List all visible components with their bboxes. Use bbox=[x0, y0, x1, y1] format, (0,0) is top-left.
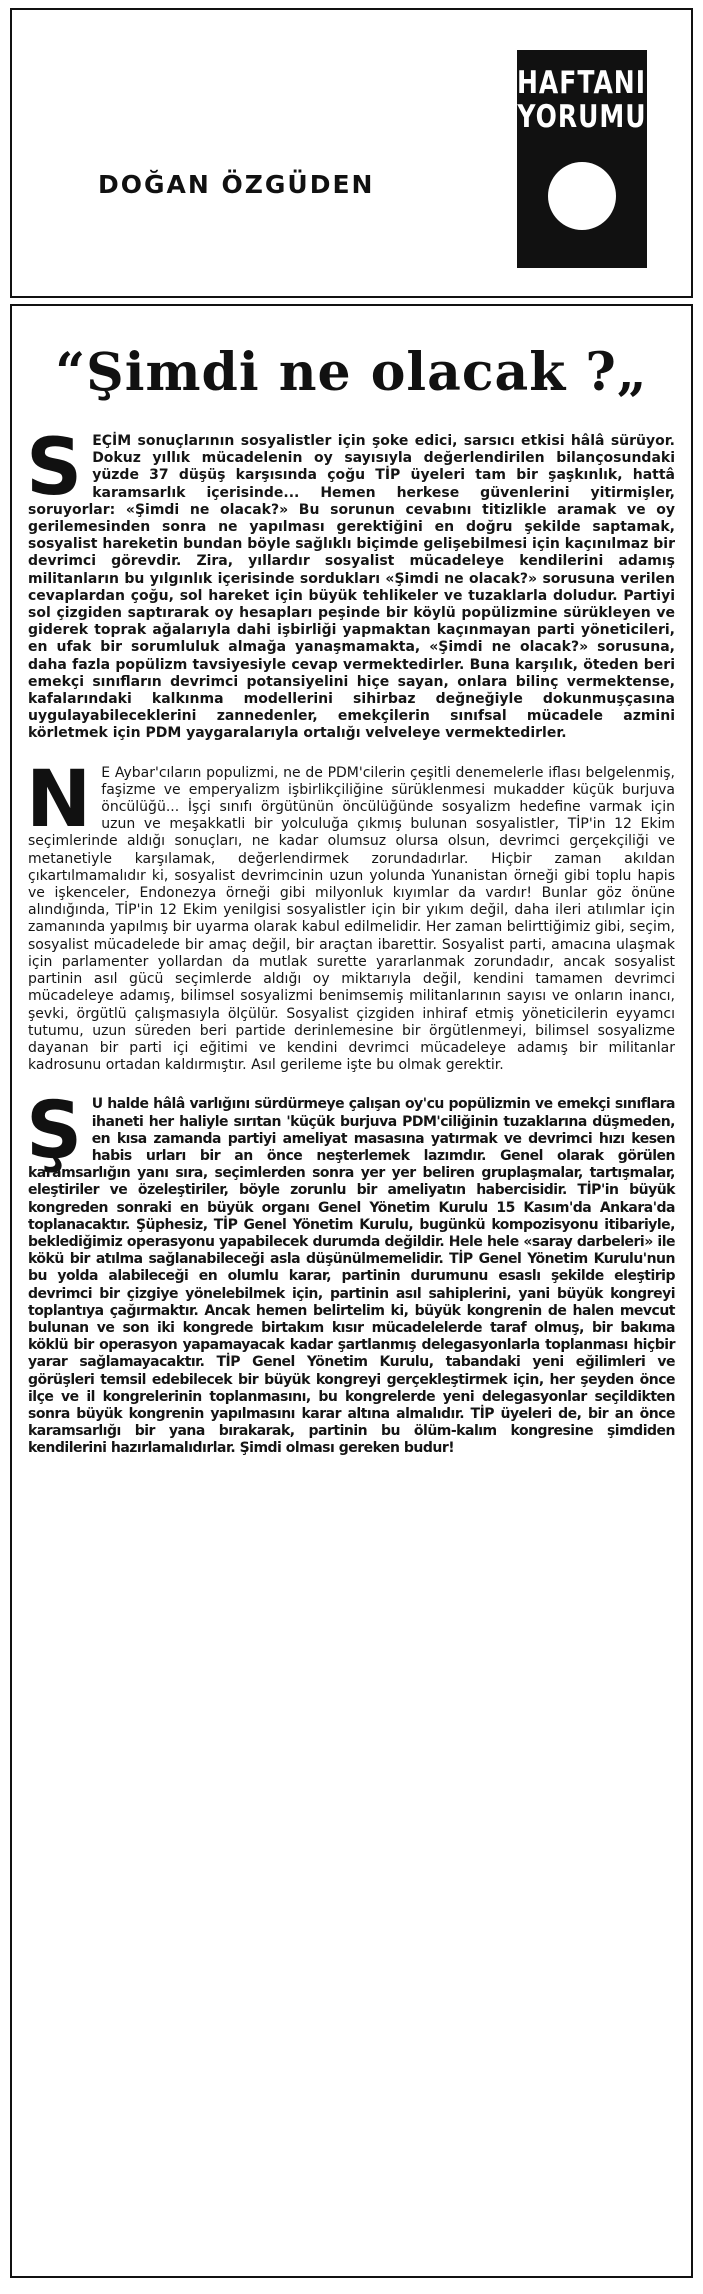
paragraph-2-text: E Aybar'cıların populizmi, ne de PDM'cilerin çeşitli denemelerle iflası belgelenmiş, faşizme ve emperyalizm işbirlikçiliğine sürüklenmesi mukadder küçük burjuva öncülüğü... İşçi sınıfı örgütünün öncülüğünde sosyalizm hedefine varmak için uzun ve meşakkatli bir yolculuğa çıkmış bulunan sosyalistler, TİP'in 12 Ekim seçimlerinde aldığı sonuçları, ne kadar olumsuz olursa olsun, devrimci gerçekçiliği ve metanetiyle karşılamak, değerlendirmek zorundadırlar. Hiçbir zaman akıldan çıkartılmamalıdır ki, sosyalist devrimcinin uzun yolunda Yunanistan örneği gibi toplu hapis ve işkenceler, Endonezya örneği gibi milyonluk kıyımlar da vardır! Bunlar göz önüne alındığında, TİP'in 12 Ekim yenilgisi sosyalistler için bir yıkım değil, daha ileri atılımlar için zamanında yapılmış bir uyarma olarak kabul edilmelidir. Her zaman belirttiğimiz gibi, seçim, sosyalist mücadelede bir amaç değil, bir araçtan ibarettir. Sosyalist parti, amacına ulaşmak için parlamenter yollardan da mutlak surette yararlanmak zorundadır, ancak sosyalist partinin asıl gücü seçimlerde aldığı oy miktarıyla değil, kendini tamamen devrimci mücadeleye adamış, bilimsel sosyalizmi benimsemiş militanlarının sayısı ve onların inancı, şevki, örgütlü çalışmasıyla ölçülür. Sosyalist çizgiden inhiraf etmiş yöneticilerin eyyamcı tutumu, uzun süreden beri partide derinlemesine bir örgütlenmeyi, bilimsel sosyalizme dayanan bir parti içi eğitimi ve kendini devrimci mücadeleye adamış bir militanlar kadrosunu ortadan kaldırmıştır. Asıl gerileme işte bu olmak gerektir. bbox=[28, 764, 675, 1074]
article-paragraph-3 bbox=[26, 1086, 675, 1457]
badge-line-2: YORUMU bbox=[517, 98, 647, 135]
badge-circle-icon bbox=[548, 162, 616, 230]
article-body bbox=[10, 304, 693, 2278]
paragraph-1-text: EÇİM sonuçlarının sosyalistler için şoke edici, sarsıcı etkisi hâlâ sürüyor. Dokuz yıllık mücadelenin oy sayısıyla değerlendirilen bilançosundaki yüzde 37 düşüş karşısında çoğu TİP üyeleri tam bir şaşkınlık, hattâ karamsarlık içerisinde... Hemen herkese güvenlerini yitirmişler, soruyorlar: «Şimdi ne olacak?» Bu sorunun cevabını titizlikle aramak ve oy gerilemesinden sonra ne yapılması gerektiğini en doğru şekilde saptamak, sosyalist hareketin bundan böyle sağlıklı biçimde gelişebilmesi için kaçınılmaz bir devrimci görevdir. Zira, yıllardır sosyalist mücadeleye kendilerini adamış militanların bu yılgınlık içerisinde sordukları «Şimdi ne olacak?» sorusuna verilen cevaplardan çoğu, sol hareket için büyük tehlikeler ve tuzaklarla doludur. Partiyi sol çizgiden saptırarak oy hesapları peşinde bir köylü popülizmine sürükleyen ve giderek toprak ağalarıyla dahi işbirliği yapmaktan kaçınmayan parti yöneticileri, en ufak bir sorumluluk almağa yanaşmamakta, «Şimdi ne olacak?» sorusuna, daha fazla popülizm tavsiyesiyle cevap vermektedirler. Buna karşılık, öteden beri emekçi sınıfların devrimci potansiyelini hiçe sayan, onlara bilinç vermektense, kafalarındaki kalkınma modellerini sihirbaz değneğiyle dokunmuşçasına uygulayabileceklerini zannedenler, emekçilerin sınıfsal mücadele azmini körletmek için PDM yaygaralarıyla ortalığı velveleye vermektedirler. bbox=[28, 433, 675, 742]
haftanin-yorumu-badge bbox=[517, 50, 668, 268]
article-title: “Şimdi ne olacak ?„ bbox=[55, 342, 648, 403]
author-name: DOĞAN ÖZGÜDEN bbox=[98, 170, 375, 199]
article-paragraph-2 bbox=[26, 754, 675, 1075]
dropcap-2: N bbox=[26, 754, 92, 845]
paragraph-3-text: U halde hâlâ varlığını sürdürmeye çalışan oy'cu popülizmin ve emekçi sınıflara ihaneti her haliyle sırıtan 'küçük burjuva PDM'ciliğinin tuzaklarına düşmeden, en kısa zamanda partiyi ameliyat masasına yatırmak ve devrimci hızı kesen habis urları bir an önce neşterlemek lazımdır. Genel olarak görülen karamsarlığın yanı sıra, seçimlerden sonra yer yer beliren gruplaşmalar, tartışmalar, eleştiriler ve özeleştiriler, böyle zorunlu bir ameliyatın habercisidir. TİP'in büyük kongreden sonraki en büyük organı Genel Yönetim Kurulu 15 Kasım'da Ankara'da toplanacaktır. Şüphesiz, TİP Genel Yönetim Kurulu, bugünkü kompozisyonu itibariyle, beklediğimiz operasyonu yapabilecek durumda değildir. Hele hele «saray darbeleri» ile kökü bir atılma sağlanabileceği asla düşünülmemelidir. TİP Genel Yönetim Kurulu'nun bu yolda alabileceği en olumlu karar, partinin durumunu esaslı şekilde eleştirip devrimci bir çizgiye yönelebilmek için, partinin asıl sahiplerini, yani büyük kongreyi toplantıya çağırmaktır. Ancak hemen belirtelim ki, büyük kongrenin de halen mevcut bulunan ve son iki kongrede birtakım kısır mücadelelerde taraf olmuş, bir bakıma köklü bir operasyon yapamayacak kadar şartlanmış delegasyonlarla toplanması hiçbir yarar sağlamayacaktır. TİP Genel Yönetim Kurulu, tabandaki yeni eğilimleri ve görüşleri temsil edebilecek bir büyük kongreyi gerçekleştirmek için, her şeyden önce ilçe ve il kongrelerinin toplanmasını, bu kongrelerde yeni delegasyonlar seçildikten sonra büyük kongrenin yapılmasını karar altına almalıdır. TİP üyeleri de, bir an önce karamsarlığı bir yana bırakarak, partinin bu ölüm-kalım kongresine şimdiden kendilerini hazırlamalıdırlar. Şimdi olması gereken budur! bbox=[28, 1096, 675, 1457]
article-paragraph-1 bbox=[26, 423, 675, 743]
badge-line-1: HAFTANIN bbox=[517, 64, 668, 101]
column-header bbox=[10, 8, 693, 298]
dropcap-3: Ş bbox=[26, 1086, 82, 1177]
dropcap-1: S bbox=[26, 423, 83, 513]
